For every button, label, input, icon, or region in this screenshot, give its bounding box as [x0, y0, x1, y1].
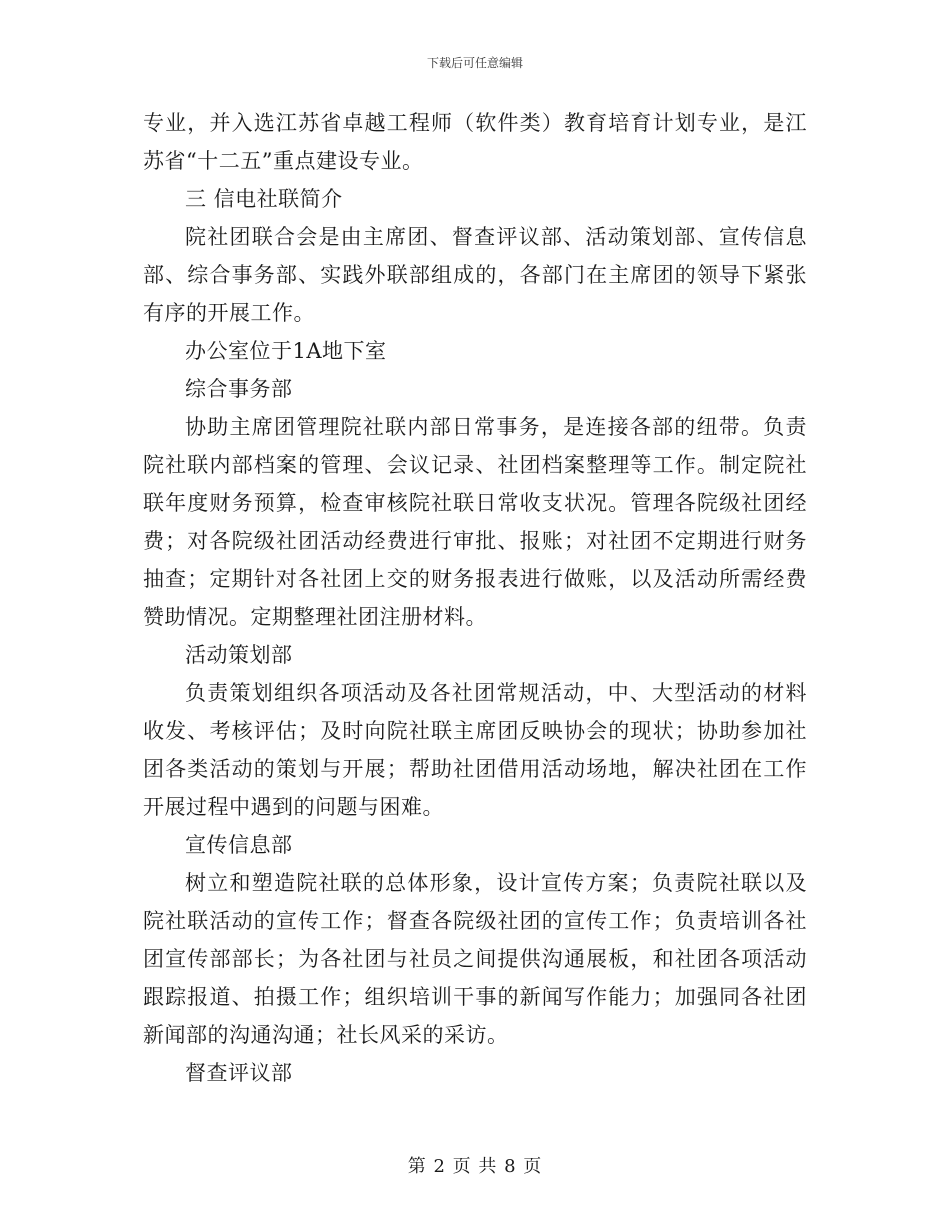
heading-general-affairs: 综合事务部 — [185, 377, 293, 401]
paragraph-overview: 院社团联合会是由主席团、督查评议部、活动策划部、宣传信息部、综合事务部、实践外联部组成的，各部门在主席团的领导下紧张有序的开展工作。 — [143, 225, 807, 325]
document-body — [143, 104, 807, 1092]
section-heading-intro: 三 信电社联简介 — [185, 187, 343, 211]
page-header: 下载后可任意编辑 — [426, 56, 523, 70]
paragraph-activity-planning: 负责策划组织各项活动及各社团常规活动，中、大型活动的材料收发、考核评估；及时向院社联主席团反映协会的现状；协助参加社团各类活动的策划与开展；帮助社团借用活动场地，解决社团在工作开展过程中遇到的问题与困难。 — [143, 681, 807, 819]
heading-supervision: 督查评议部 — [185, 1061, 293, 1085]
heading-publicity: 宣传信息部 — [185, 833, 293, 857]
paragraph-general-affairs: 协助主席团管理院社联内部日常事务，是连接各部的纽带。负责院社联内部档案的管理、会议记录、社团档案整理等工作。制定院社联年度财务预算，检查审核院社联日常收支状况。管理各院级社团经费；对各院级社团活动经费进行审批、报账；对社团不定期进行财务抽查；定期针对各社团上交的财务报表进行做账，以及活动所需经费赞助情况。定期整理社团注册材料。 — [143, 415, 807, 629]
heading-activity-planning: 活动策划部 — [185, 643, 293, 667]
paragraph-office-location: 办公室位于1A地下室 — [185, 339, 387, 363]
paragraph-publicity: 树立和塑造院社联的总体形象，设计宣传方案；负责院社联以及院社联活动的宣传工作；督查各院级社团的宣传工作；负责培训各社团宣传部部长；为各社团与社员之间提供沟通展板，和社团各项活动跟踪报道、拍摄工作；组织培训干事的新闻写作能力；加强同各社团新闻部的沟通沟通；社长风采的采访。 — [143, 871, 807, 1047]
paragraph-continuation: 专业，并入选江苏省卓越工程师（软件类）教育培育计划专业，是江苏省“十二五”重点建设专业。 — [143, 111, 807, 173]
page-footer: 第 2 页 共 8 页 — [407, 1156, 543, 1177]
